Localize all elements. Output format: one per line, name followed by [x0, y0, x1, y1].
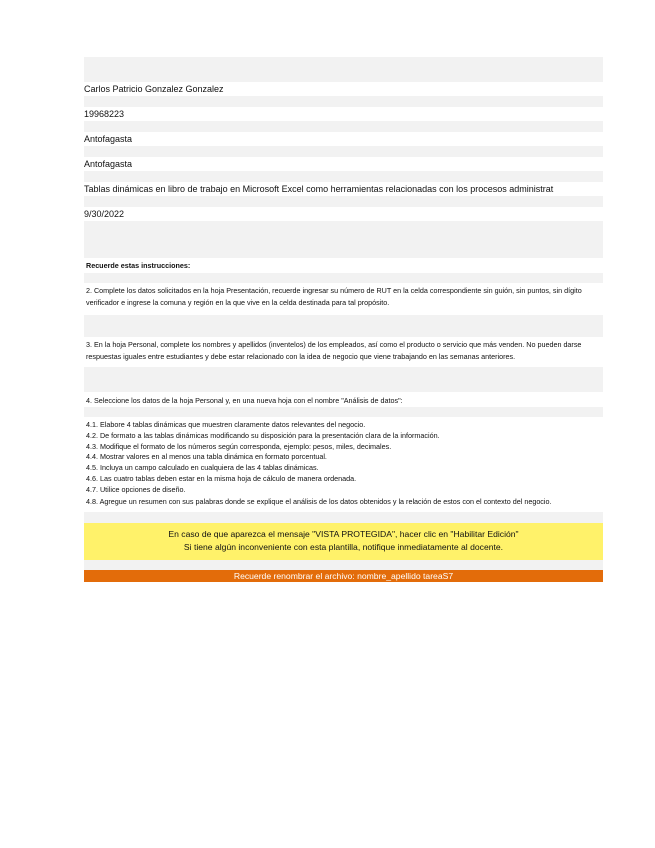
- blank-band: [84, 407, 603, 417]
- instruction-step-4: 4. Seleccione los datos de la hoja Personal y, en una nueva hoja con el nombre "Análisis de datos":: [86, 395, 403, 405]
- blank-band: [84, 146, 603, 157]
- rut-cell[interactable]: 19968223: [84, 109, 125, 119]
- list-item: 4.5. Incluya un campo calculado en cualquiera de las 4 tablas dinámicas.: [86, 463, 319, 473]
- list-item: 4.4. Mostrar valores en al menos una tabla dinámica en formato porcentual.: [86, 452, 327, 462]
- protected-view-notice: [84, 523, 603, 560]
- blank-band: [84, 171, 603, 182]
- instruction-sublist: [84, 420, 601, 508]
- list-item: 4.6. Las cuatro tablas deben estar en la misma hoja de cálculo de manera ordenada.: [86, 473, 357, 483]
- name-cell[interactable]: Carlos Patricio Gonzalez Gonzalez: [84, 84, 224, 94]
- instruction-step-3: 3. En la hoja Personal, complete los nombres y apellidos (inventelos) de los empleados, así como el producto o servicio que más venden. No pueden darse respuestas iguales entre estudiantes y debe estar relacionado con la idea de negocio que viene trabajando en las semanas anteriores.: [86, 339, 582, 361]
- title-cell[interactable]: Tablas dinámicas en libro de trabajo en Microsoft Excel como herramientas relacionadas con los procesos administrat: [84, 184, 554, 194]
- list-item: 4.7. Utilice opciones de diseño.: [86, 484, 186, 494]
- blank-band: [84, 196, 603, 207]
- blank-band: [84, 96, 603, 107]
- list-item: 4.8. Agregue un resumen con sus palabras donde se explique el análisis de los datos obtenidos y la relación de estos con el contexto del negocio.: [86, 496, 552, 506]
- region-cell[interactable]: Antofagasta: [84, 159, 133, 169]
- instruction-step-2: 2. Complete los datos solicitados en la hoja Presentación, recuerde ingresar su número de RUT en la celda correspondiente sin guión, sin puntos, sin dígito verificador e ingrese la comuna y región en la que vive en la celda destinada para tal propósito.: [86, 285, 582, 307]
- list-item: 4.3. Modifique el formato de los números según corresponda, ejemplo: pesos, miles, decimales.: [86, 441, 392, 451]
- blank-band: [84, 121, 603, 132]
- comuna-cell[interactable]: Antofagasta: [84, 134, 133, 144]
- blank-band: [84, 273, 603, 283]
- blank-band: [84, 512, 603, 523]
- worksheet: [84, 57, 603, 582]
- instructions-heading: Recuerde estas instrucciones:: [86, 261, 191, 270]
- blank-band: [84, 315, 603, 337]
- blank-band: [84, 560, 603, 570]
- blank-band: [84, 57, 603, 82]
- blank-band: [84, 221, 603, 258]
- list-item: 4.1. Elabore 4 tablas dinámicas que muestren claramente datos relevantes del negocio.: [86, 420, 366, 429]
- notice-line-2: Si tiene algún inconveniente con esta plantilla, notifique inmediatamente al docente.: [183, 541, 504, 552]
- blank-band: [84, 367, 603, 392]
- list-item: 4.2. De formato a las tablas dinámicas modificando su disposición para la presentación clara de la información.: [86, 430, 440, 440]
- notice-line-1: En caso de que aparezca el mensaje "VISTA PROTEGIDA", hacer clic en "Habilitar Edición": [168, 528, 519, 539]
- date-cell[interactable]: 9/30/2022: [84, 209, 125, 219]
- rename-file-notice: Recuerde renombrar el archivo: nombre_apellido tareaS7: [84, 570, 603, 582]
